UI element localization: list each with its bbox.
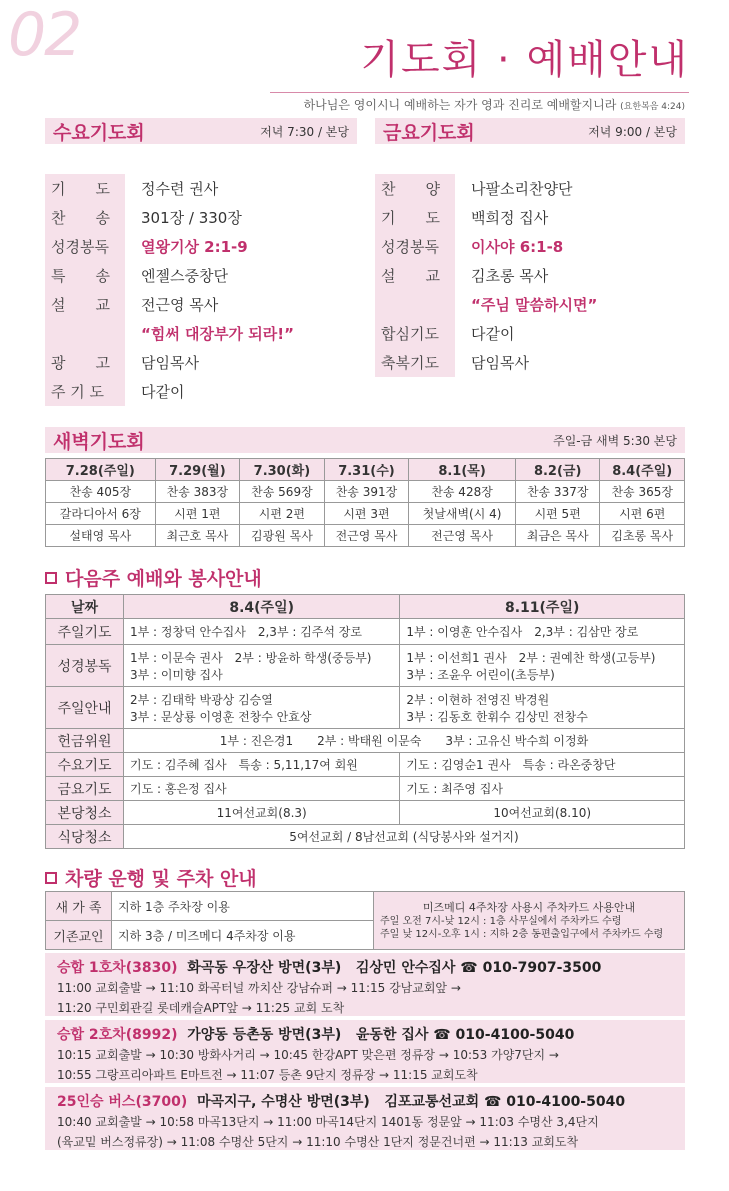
- cell: 10여선교회(8.10): [400, 801, 685, 825]
- cell-line: 1부 : 이선희1 권사 2부 : 권예찬 학생(고등부): [406, 650, 656, 665]
- verse-text: 하나님은 영이시니 예배하는 자가 영과 진리로 예배할지니라: [303, 98, 617, 112]
- title-divider: [270, 92, 689, 93]
- program-value: 김초롱 목사: [471, 267, 549, 285]
- square-bullet-icon: [45, 872, 57, 884]
- friday-program: [375, 174, 685, 377]
- bus-driver: 김포교통선교회 ☎ 010-4100-5040: [384, 1094, 626, 1110]
- dawn-hymns-row: [46, 481, 685, 503]
- square-bullet-icon: [45, 572, 57, 584]
- program-row: [375, 174, 685, 203]
- program-label: 특 송: [45, 261, 125, 290]
- dawn-cell: 설태영 목사: [46, 525, 156, 547]
- route-line: 10:15 교회출발 → 10:30 방화사거리 → 10:45 한강APT 맞은편 정류장 → 10:53 가양7단지 →: [57, 1048, 559, 1062]
- table-row: [46, 777, 685, 801]
- program-row: [45, 174, 357, 203]
- dawn-cell: 시편 2편: [240, 503, 325, 525]
- program-label: [375, 290, 455, 319]
- row-label: 금요기도: [46, 777, 124, 801]
- cell: 기도 : 최주영 집사: [400, 777, 685, 801]
- friday-header: [375, 118, 685, 144]
- dawn-cell: 찬송 428장: [409, 481, 516, 503]
- route-line: 10:40 교회출발 → 10:58 마곡13단지 → 11:00 마곡14단지 1401동 정문앞 → 11:03 수명산 3,4단지: [57, 1115, 599, 1129]
- bus-2: [45, 1020, 685, 1083]
- program-row: [45, 203, 357, 232]
- dawn-dates-row: [46, 459, 685, 481]
- program-value: 담임목사: [141, 354, 199, 372]
- route-line: 11:20 구민회관길 롯데캐슬APT앞 → 11:25 교회 도착: [57, 1001, 345, 1015]
- page-title: 기도회 · 예배안내: [360, 37, 689, 83]
- cell-line: 1부 : 이문숙 권사 2부 : 방윤하 학생(중등부): [130, 650, 372, 665]
- dawn-cell: 최금은 목사: [515, 525, 600, 547]
- program-row: [45, 261, 357, 290]
- col-date-header: 날짜: [46, 595, 124, 619]
- route-line: 10:55 그랑프리아파트 E마트전 → 11:07 등촌 9단지 정류장 → 11:15 교회도착: [57, 1068, 478, 1082]
- table-row: [46, 753, 685, 777]
- program-row: [375, 348, 685, 377]
- bus-driver: 윤동한 집사 ☎ 010-4100-5040: [355, 1027, 575, 1043]
- verse: [304, 96, 685, 113]
- cell-line: 2부 : 김태학 박광상 김승열: [130, 692, 273, 707]
- row-label: 주일안내: [46, 687, 124, 729]
- wednesday-program: [45, 174, 357, 406]
- route-line: (육교밑 버스정류장) → 11:08 수명산 5단지 → 11:10 수명산 1단지 정문건너편 → 11:13 교회도착: [57, 1135, 579, 1149]
- bus-area: 화곡동 우장산 방면(3부): [187, 960, 342, 976]
- wednesday-time: 저녁 7:30 / 본당: [260, 124, 349, 139]
- note-line: 주일 오전 7시-낮 12시 : 1층 사무실에서 주차카드 수령: [380, 915, 622, 927]
- cell: 1부 : 정창덕 안수집사 2,3부 : 김주석 장로: [124, 619, 400, 645]
- cell: 1부 : 진은경1 2부 : 박태원 이문숙 3부 : 고유신 박수희 이정화: [124, 729, 685, 753]
- cell: 기도 : 김영순1 권사 특송 : 라온중창단: [400, 753, 685, 777]
- cell: 5여선교회 / 8남선교회 (식당봉사와 설거지): [124, 825, 685, 849]
- dawn-cell: 8.1(목): [409, 459, 516, 481]
- program-value: 정수련 권사: [141, 180, 219, 198]
- dawn-cell: 최근호 목사: [155, 525, 240, 547]
- dawn-cell: 찬송 383장: [155, 481, 240, 503]
- wednesday-heading: 수요기도회: [53, 121, 145, 144]
- cell: 지하 3층 / 미즈메디 4주차장 이용: [112, 921, 374, 950]
- table-row: [46, 619, 685, 645]
- row-label: 기존교인: [46, 921, 112, 950]
- friday-time: 저녁 9:00 / 본당: [588, 124, 677, 139]
- dawn-cell: 찬송 569장: [240, 481, 325, 503]
- table-row: [46, 595, 685, 619]
- program-label: 성경봉독: [45, 232, 125, 261]
- row-label: 식당청소: [46, 825, 124, 849]
- program-label: 설 교: [375, 261, 455, 290]
- cell: 기도 : 홍은정 집사: [124, 777, 400, 801]
- dawn-cell: 김초롱 목사: [600, 525, 685, 547]
- dawn-table: [45, 458, 685, 547]
- program-row: [45, 290, 357, 319]
- program-label: 설 교: [45, 290, 125, 319]
- program-label: 성경봉독: [375, 232, 455, 261]
- cell: 기도 : 김주혜 집사 특송 : 5,11,17여 회원: [124, 753, 400, 777]
- parking-card-note: [374, 892, 685, 950]
- cell-line: 3부 : 조윤우 어린이(초등부): [406, 667, 555, 682]
- program-value: 엔젤스중창단: [141, 267, 228, 285]
- table-row: [46, 892, 685, 921]
- program-value: 다같이: [471, 325, 515, 343]
- dawn-cell: 전근영 목사: [409, 525, 516, 547]
- program-value: “힘써 대장부가 되라!”: [141, 325, 294, 343]
- program-value: 백희정 집사: [471, 209, 549, 227]
- cell: [400, 645, 685, 687]
- dawn-cell: 7.29(월): [155, 459, 240, 481]
- bus-driver: 김상민 안수집사 ☎ 010-7907-3500: [355, 960, 602, 976]
- cell-line: 3부 : 김동호 한휘수 김상민 전창수: [406, 709, 588, 724]
- dawn-passages-row: [46, 503, 685, 525]
- wednesday-header: [45, 118, 357, 144]
- dawn-heading: 새벽기도회: [53, 430, 145, 453]
- program-label: 찬 송: [45, 203, 125, 232]
- cell: [124, 687, 400, 729]
- next-week-heading: 다음주 예배와 봉사안내: [65, 568, 262, 590]
- program-row: [45, 348, 357, 377]
- row-label: 주일기도: [46, 619, 124, 645]
- program-row: [45, 377, 357, 406]
- table-row: [46, 645, 685, 687]
- parking-table: [45, 891, 685, 950]
- bus-title: [57, 958, 673, 978]
- program-label: 기 도: [45, 174, 125, 203]
- cell: 11여선교회(8.3): [124, 801, 400, 825]
- dawn-cell: 찬송 405장: [46, 481, 156, 503]
- bus-name: 승합 2호차(8992): [57, 1027, 178, 1043]
- dawn-cell: 시편 6편: [600, 503, 685, 525]
- page-number: 02: [8, 0, 81, 70]
- dawn-time: 주일-금 새벽 5:30 본당: [553, 433, 677, 448]
- program-value: 전근영 목사: [141, 296, 219, 314]
- note-title: 미즈메디 4주차장 사용시 주차카드 사용안내: [422, 900, 636, 914]
- cell: 지하 1층 주차장 이용: [112, 892, 374, 921]
- dawn-cell: 찬송 365장: [600, 481, 685, 503]
- dawn-cell: 첫날새벽(시 4): [409, 503, 516, 525]
- program-row: [375, 232, 685, 261]
- date1-header: 8.4(주일): [124, 595, 400, 619]
- bus-area: 가양동 등촌동 방면(3부): [187, 1027, 342, 1043]
- program-label: 찬 양: [375, 174, 455, 203]
- program-label: [45, 319, 125, 348]
- dawn-cell: 갈라디아서 6장: [46, 503, 156, 525]
- parking-title: [45, 864, 257, 891]
- cell: [400, 687, 685, 729]
- program-label: 주 기 도: [45, 377, 125, 406]
- row-label: 본당청소: [46, 801, 124, 825]
- row-label: 성경봉독: [46, 645, 124, 687]
- program-value: 다같이: [141, 383, 185, 401]
- program-value: “주님 말씀하시면”: [471, 296, 598, 314]
- program-value: 나팔소리찬양단: [471, 180, 573, 198]
- dawn-preachers-row: [46, 525, 685, 547]
- cell: [124, 645, 400, 687]
- dawn-cell: 7.28(주일): [46, 459, 156, 481]
- program-value: 이사야 6:1-8: [471, 238, 564, 256]
- dawn-cell: 찬송 337장: [515, 481, 600, 503]
- bus-name: 25인승 버스(3700): [57, 1094, 188, 1110]
- program-value: 담임목사: [471, 354, 529, 372]
- program-row: [45, 319, 357, 348]
- bus-1: [45, 953, 685, 1016]
- bus-area: 마곡지구, 수명산 방면(3부): [196, 1094, 370, 1110]
- route-line: 11:00 교회출발 → 11:10 화곡터널 까치산 강남슈퍼 → 11:15 강남교회앞 →: [57, 981, 461, 995]
- dawn-header: [45, 427, 685, 453]
- dawn-cell: 8.4(주일): [600, 459, 685, 481]
- table-row: [46, 729, 685, 753]
- row-label: 새 가 족: [46, 892, 112, 921]
- program-row: [375, 203, 685, 232]
- dawn-cell: 8.2(금): [515, 459, 600, 481]
- dawn-cell: 찬송 391장: [324, 481, 409, 503]
- program-label: 축복기도: [375, 348, 455, 377]
- parking-heading: 차량 운행 및 주차 안내: [65, 868, 257, 890]
- verse-ref: (요한복음 4:24): [620, 102, 685, 112]
- program-label: 기 도: [375, 203, 455, 232]
- program-row: [375, 290, 685, 319]
- dawn-cell: 7.31(수): [324, 459, 409, 481]
- program-row: [375, 261, 685, 290]
- program-row: [45, 232, 357, 261]
- cell: 1부 : 이영훈 안수집사 2,3부 : 김삼만 장로: [400, 619, 685, 645]
- table-row: [46, 801, 685, 825]
- table-row: [46, 825, 685, 849]
- program-label: 광 고: [45, 348, 125, 377]
- program-value: 301장 / 330장: [141, 209, 242, 227]
- dawn-cell: 시편 3편: [324, 503, 409, 525]
- next-week-table: [45, 594, 685, 849]
- note-line: 주일 낮 12시-오후 1시 : 지하 2층 동편출입구에서 주차카드 수령: [380, 928, 664, 940]
- dawn-cell: 시편 1편: [155, 503, 240, 525]
- dawn-cell: 시편 5편: [515, 503, 600, 525]
- program-value: 열왕기상 2:1-9: [141, 238, 248, 256]
- cell-line: 3부 : 문상룡 이영훈 전창수 안효상: [130, 709, 312, 724]
- bus-title: [57, 1025, 673, 1045]
- cell-line: 2부 : 이현하 전영진 박경원: [406, 692, 550, 707]
- table-row: [46, 687, 685, 729]
- bus-name: 승합 1호차(3830): [57, 960, 178, 976]
- cell-line: 3부 : 이미향 집사: [130, 667, 223, 682]
- row-label: 헌금위원: [46, 729, 124, 753]
- friday-heading: 금요기도회: [383, 121, 475, 144]
- program-row: [375, 319, 685, 348]
- dawn-cell: 7.30(화): [240, 459, 325, 481]
- row-label: 수요기도: [46, 753, 124, 777]
- bus-3: [45, 1087, 685, 1150]
- program-label: 합심기도: [375, 319, 455, 348]
- dawn-cell: 전근영 목사: [324, 525, 409, 547]
- date2-header: 8.11(주일): [400, 595, 685, 619]
- dawn-cell: 김광원 목사: [240, 525, 325, 547]
- next-week-title: [45, 564, 262, 591]
- bus-title: [57, 1092, 673, 1112]
